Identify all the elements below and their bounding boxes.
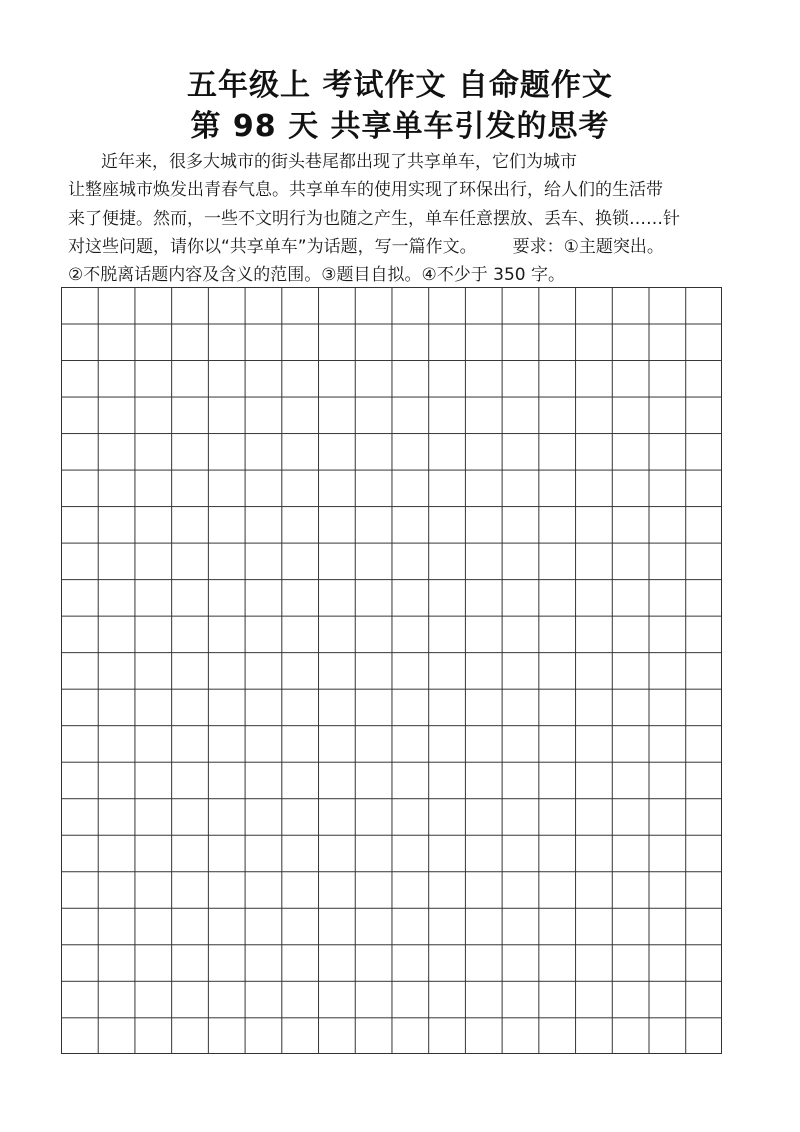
prompt-line-1: 近年来，很多大城市的街头巷尾都出现了共享单车，它们为城市: [101, 152, 577, 172]
prompt-line-4: [68, 239, 664, 256]
writing-grid[interactable]: [61, 287, 722, 1054]
title-line-1: 五年级上 考试作文 自命题作文: [187, 68, 613, 103]
prompt-topic-instruction: 对这些问题，请你以“共享单车”为话题，写一篇作文。: [68, 237, 477, 257]
title-line-2: 第 98 天 共享单车引发的思考: [190, 109, 610, 144]
prompt-line-2: 让整座城市焕发出青春气息。共享单车的使用实现了环保出行，给人们的生活带: [68, 180, 663, 200]
prompt-requirements-start: 要求：①主题突出。: [512, 237, 664, 257]
prompt-line-3: 来了便捷。然而，一些不文明行为也随之产生，单车任意摆放、丢车、换锁……针: [68, 209, 680, 229]
prompt-line-5: ②不脱离话题内容及含义的范围。③题目自拟。④不少于 350 字。: [68, 265, 565, 285]
